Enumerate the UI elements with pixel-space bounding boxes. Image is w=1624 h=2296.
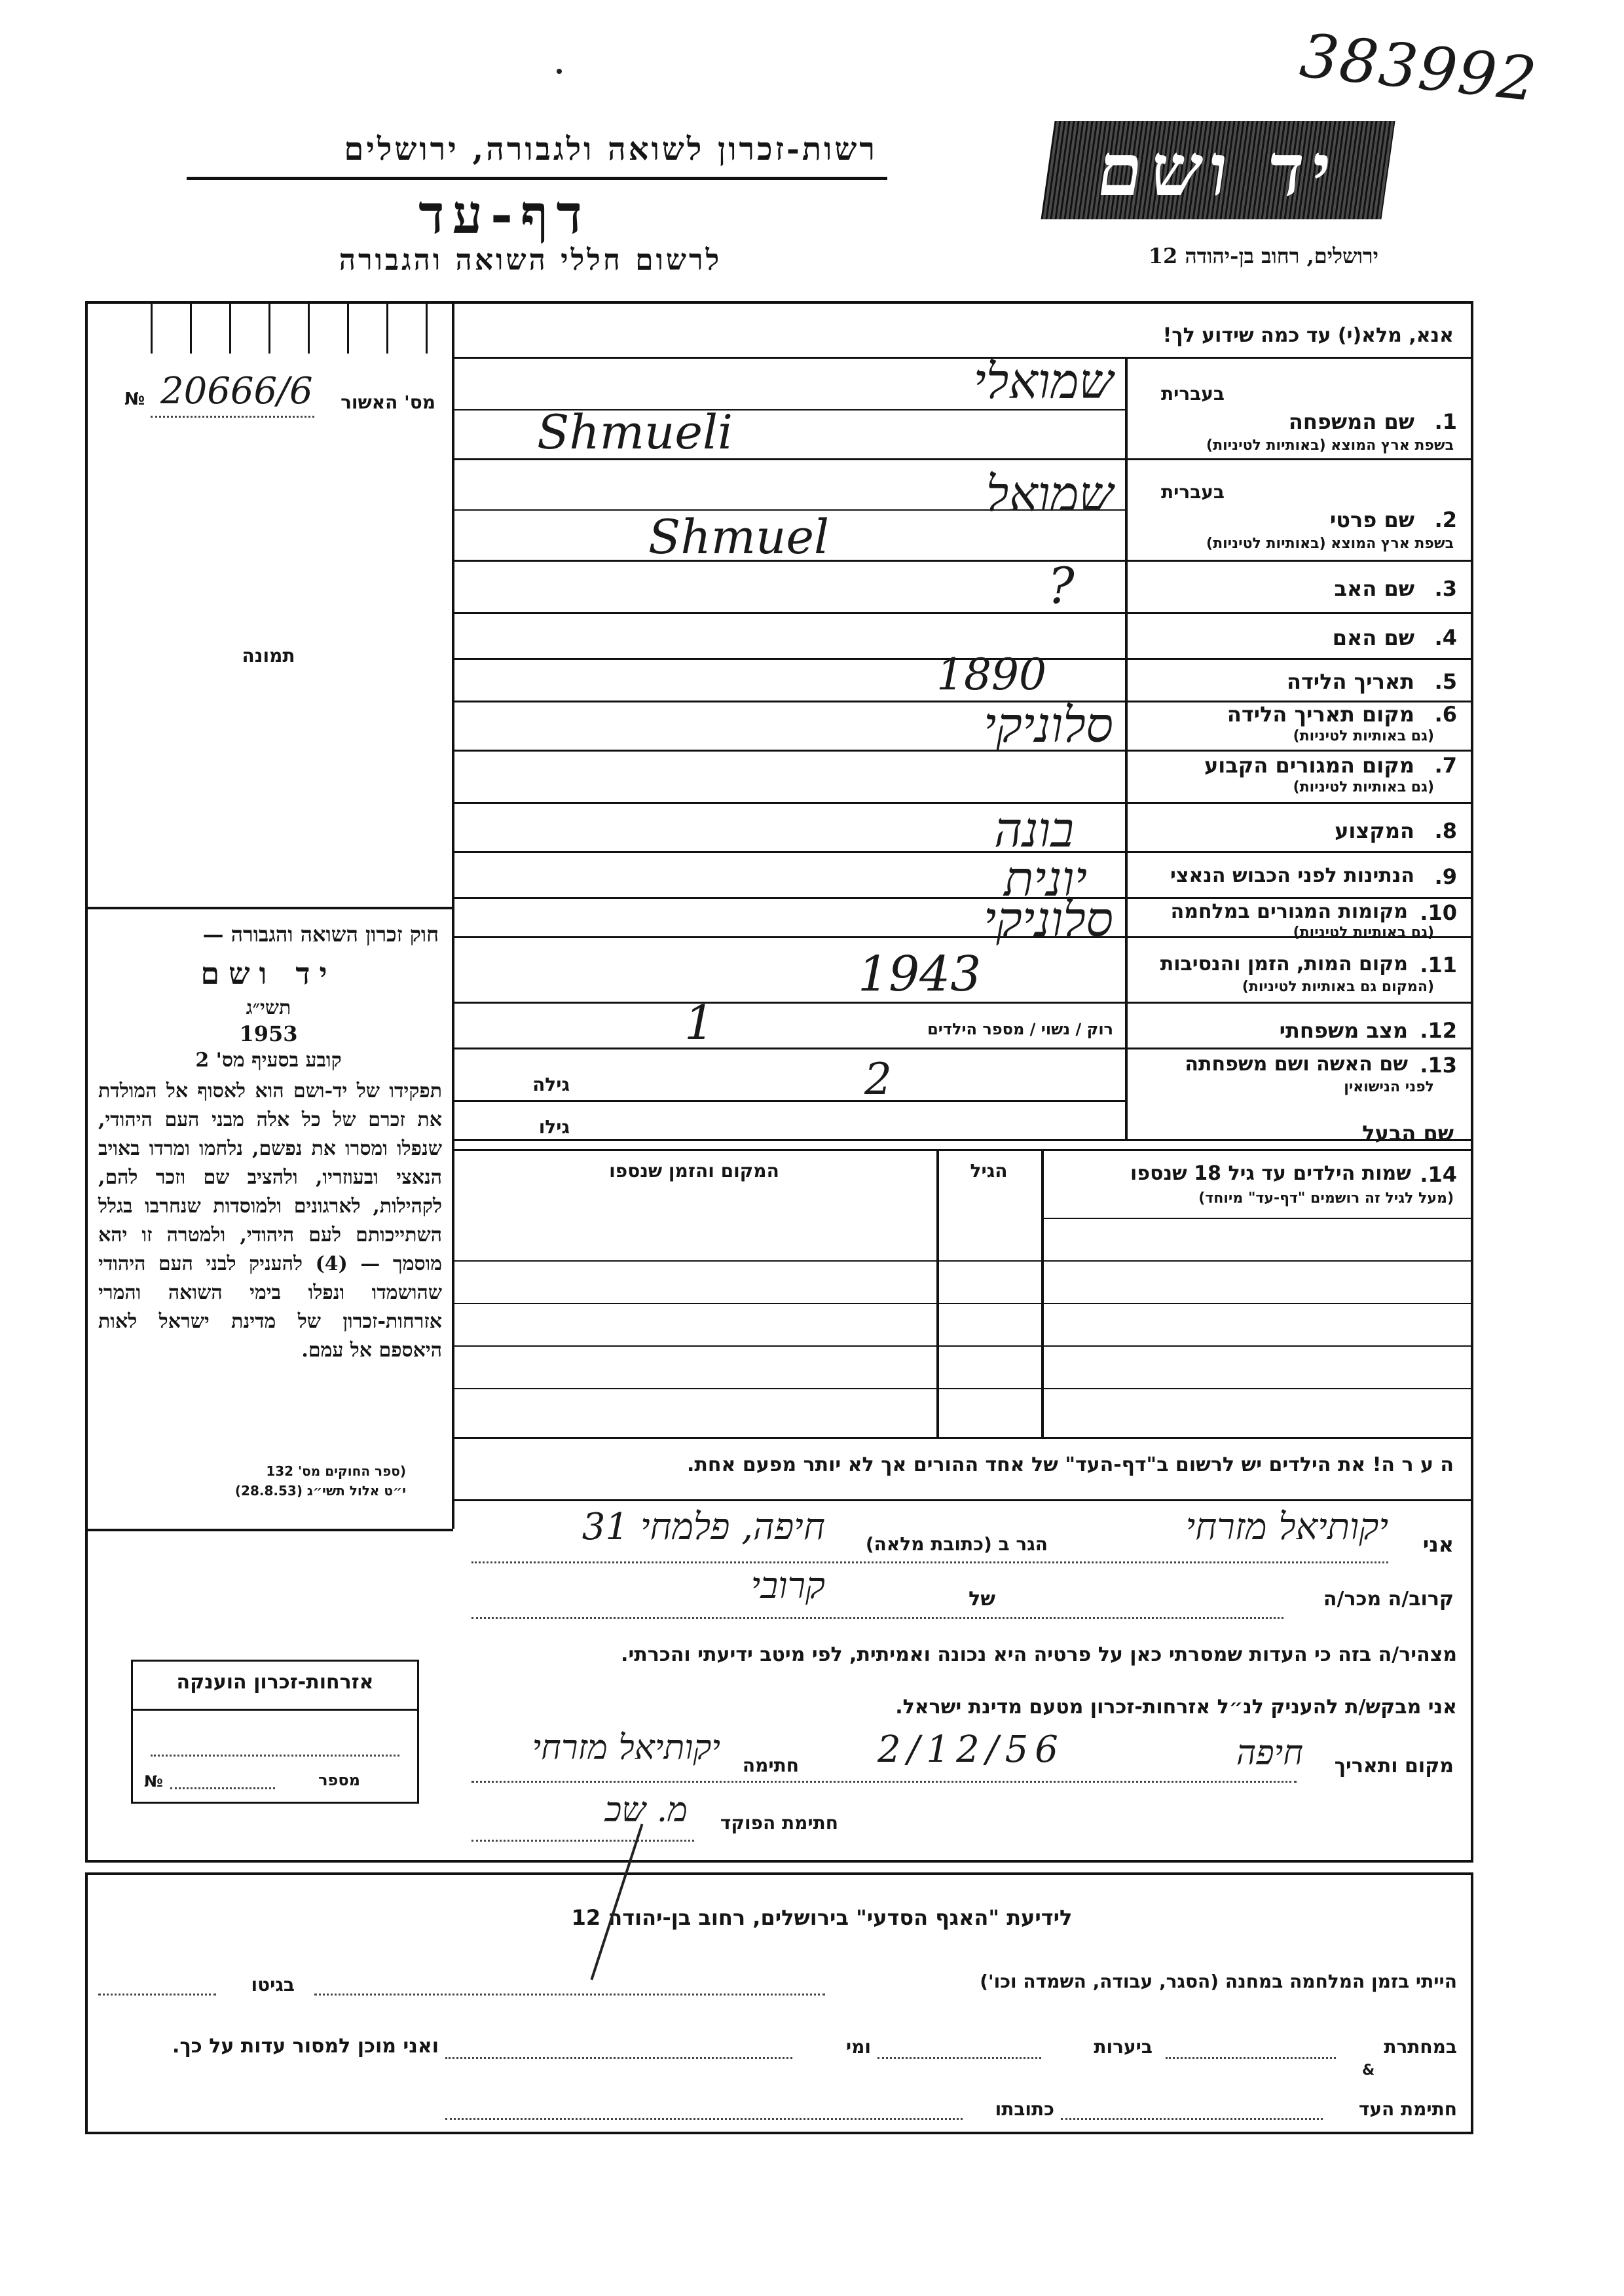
note-text: ה ע ר ה! את הילדים יש לרשום ב"דף-העד" של אחד ההורים אך לא יותר מפעם אחת. [687, 1453, 1454, 1476]
field-10-num: 10. [1420, 900, 1457, 925]
reg-prefix: № [124, 390, 145, 409]
field-6-value: סלוניקי [983, 697, 1113, 754]
field-9-label: הנתינות לפני הכבוש הנאצי [1170, 864, 1414, 887]
field-13-label: שם האשה ושם משפחתה [1185, 1053, 1408, 1076]
field-11-num: 11. [1420, 953, 1457, 977]
field-11-label: מקום המות, הזמן והנסיבות [1160, 953, 1408, 975]
decl-place-date-label: מקום ותאריך [1334, 1755, 1454, 1777]
bottom-testimony: ואני מוכן למסור עדות על כך. [172, 2035, 439, 2058]
bottom-witness-sig: חתימת העד [1358, 2098, 1457, 2120]
field-1-value-lat: Shmueli [537, 405, 733, 460]
field-13-sub: לפני הנישואין [1344, 1079, 1434, 1095]
decl-officer-value: מ. שכ [604, 1791, 688, 1830]
yad-vashem-logo [1041, 121, 1395, 219]
decl-of-label: של [969, 1588, 995, 1611]
stamp-title: אזרחות-זכרון הוענקה [176, 1671, 374, 1694]
decl-request: אני מבקש/ת להעניק לנ״ל אזרחות-זכרון מטעם מדינת ישראל. [895, 1696, 1457, 1719]
field-12-value: 1 [684, 995, 714, 1050]
law-clause: קובע בסעיף מס' 2 [195, 1049, 342, 1072]
field-2-sub: בשפת ארץ המוצא (באותיות לטיניות) [1206, 536, 1454, 552]
law-source-1: (ספר החוקים מס' 132 [266, 1463, 406, 1479]
bottom-line1: הייתי בזמן המלחמה במחנה (הסגר, עבודה, השמדה וכו') [980, 1971, 1457, 1992]
field-6-sub: (גם באותיות לטיניות) [1293, 728, 1434, 744]
field-5-label: תאריך הלידה [1286, 669, 1414, 694]
field-1-value-he: שמואלי [973, 354, 1113, 410]
stamp-number-prefix: № [144, 1772, 163, 1791]
label-col-divider [1125, 357, 1128, 1139]
field-13-age-label: גילה [532, 1074, 570, 1095]
field-2-value-lat: Shmuel [648, 509, 829, 564]
field-3-label: שם האב [1334, 576, 1414, 601]
law-name: יד ושם [200, 956, 337, 991]
decl-residing-label: הגר ב (כתובת מלאה) [865, 1533, 1048, 1555]
field-2-tag: בעברית [1160, 481, 1225, 503]
header-address: ירושלים, רחוב בן-יהודה 12 [1148, 244, 1378, 268]
field-10-value: סלוניקי [983, 892, 1113, 948]
children-sub: (מעל לגיל זה רושמים "דף-עד" מיוחד) [1198, 1190, 1454, 1207]
decl-relation-value: קרובי [750, 1565, 825, 1607]
children-num: 14. [1420, 1162, 1457, 1187]
bottom-ghetto-label: בגיטו [251, 1974, 295, 1995]
note-rule [452, 1499, 1473, 1501]
field-10-label: מקומות המגורים במלחמה [1170, 900, 1408, 923]
field-5-value: 1890 [936, 649, 1046, 700]
photo-label: תמונה [242, 645, 295, 666]
field-7-sub: (גם באותיות לטיניות) [1293, 779, 1434, 795]
law-year: 1953 [239, 1021, 298, 1046]
decl-officer-label: חתימת הפוקד [720, 1812, 838, 1834]
decl-i-label: אני [1422, 1532, 1454, 1557]
authority-line: רשות-זכרון לשואה ולגבורה, ירושלים [344, 131, 877, 168]
decl-signature-value: יקותיאל מזרחי [532, 1728, 720, 1768]
left-col-divider [452, 301, 454, 1529]
form-subtitle: לרשום חללי השואה והגבורה [339, 244, 722, 277]
field-7-label: מקום המגורים הקבוע [1204, 753, 1414, 778]
law-box-bottom [85, 1529, 453, 1531]
field-13-value: 2 [864, 1054, 892, 1104]
reg-label: מס' האשור [341, 392, 435, 413]
decl-witness-name: יקותיאל מזרחי [1185, 1506, 1388, 1548]
bottom-header: לידיעת "האגף הסדעי" בירושלים, רחוב בן-יהודה 12 [571, 1905, 1073, 1930]
decl-place-value: חיפה [1236, 1734, 1303, 1773]
field-4-num: 4. [1434, 625, 1457, 650]
field-2-label: שם פרטי [1329, 507, 1414, 532]
husband-age-label: גילו [538, 1116, 570, 1138]
law-year-hebrew: תשי״ג [246, 996, 291, 1019]
scan-speck [557, 69, 562, 74]
decl-relation-label: קרוב/ה מכר/ה [1323, 1588, 1454, 1611]
field-11-sub: (המקום גם באותיות לטיניות) [1242, 979, 1434, 995]
field-5-num: 5. [1434, 669, 1457, 694]
field-1-tag: בעברית [1160, 383, 1225, 405]
reg-number-value: 20666/6 [160, 370, 313, 412]
law-source-2: י״ט אלול תשי״ג (28.8.53) [234, 1483, 406, 1499]
law-box-top [85, 907, 453, 909]
form-intro: אנא, מלא(י) עד כמה שידוע לך! [1162, 324, 1454, 347]
children-table-top [452, 1149, 1473, 1151]
bottom-and: ומי [845, 2036, 871, 2058]
field-1-num: 1. [1434, 409, 1457, 434]
field-8-value: בונה [993, 802, 1074, 858]
bottom-mark: & [1362, 2062, 1375, 2079]
field-3-num: 3. [1434, 576, 1457, 601]
field-3-value: ? [1048, 556, 1075, 615]
field-10-sub: (גם באותיות לטיניות) [1293, 924, 1434, 941]
husband-label: שם הבעל [1362, 1121, 1454, 1146]
header-rule [187, 177, 887, 180]
archive-number: 383992 [1297, 20, 1541, 115]
field-12-num: 12. [1420, 1018, 1457, 1043]
field-9-num: 9. [1434, 864, 1457, 889]
field-11-value: 1943 [858, 946, 982, 1002]
law-text: תפקידו של יד-ושם הוא לאסוף אל המולדת את זכרם של כל אלה מבני העם היהודי, שנפלו ומסרו את נפשם, נלחמו ומרדו באויב הנאצי ובעוזריו, ולהציב שם וזכר להם, לקהילות, לארגונים ולמוסדות שנחרבו בגלל השתייכותם לעם היהודי, ולמטרה זו יהא מוסמך — (4) להעניק לבני העם היהודי שהושמדו ונפלו בימי השואה והמרי אזרחות-זכרון של מדינת ישראל לאות היאספם אל עמם. [98, 1080, 442, 1362]
children-col-place: המקום והזמן שנספו [609, 1160, 779, 1182]
field-6-label: מקום תאריך הלידה [1227, 702, 1414, 727]
field-2-value-he: שמואל [986, 466, 1113, 522]
decl-statement: מצהיר/ה בזה כי העדות שמסרתי כאן על פרטיה היא נכונה ואמיתית, לפי מיטב ידיעתי והכרתי. [621, 1643, 1457, 1666]
field-8-label: המקצוע [1335, 818, 1414, 843]
form-title: דף-עד [418, 183, 590, 246]
children-col-age: הגיל [970, 1160, 1008, 1182]
logo-text: יד ושם [1092, 128, 1344, 212]
field-1-label: שם המשפחה [1288, 409, 1414, 434]
field-1-sub: בשפת ארץ המוצא (באותיות לטיניות) [1206, 437, 1454, 454]
field-4-label: שם האם [1332, 625, 1414, 650]
children-label: שמות הילדים עד גיל 18 שנספו [1130, 1162, 1411, 1185]
field-9-value: יונית [1004, 851, 1087, 907]
decl-date-value: 2/12/56 [877, 1728, 1065, 1771]
field-12-options: רוק / נשוי / מספר הילדים [927, 1020, 1113, 1038]
field-7-num: 7. [1434, 753, 1457, 778]
bottom-forests: ביערות [1094, 2036, 1153, 2058]
field-12-label: מצב משפחתי [1279, 1018, 1408, 1043]
field-6-num: 6. [1434, 702, 1457, 727]
field-2-num: 2. [1434, 507, 1457, 532]
field-8-num: 8. [1434, 818, 1457, 843]
field-13-num: 13. [1420, 1053, 1457, 1078]
decl-signature-label: חתימה [742, 1755, 799, 1776]
law-title: חוק זכרון השואה והגבורה — [202, 922, 439, 947]
decl-address: חיפה, פלמחי 31 [581, 1506, 825, 1548]
bottom-address-label: כתובתו [995, 2098, 1054, 2120]
bottom-underground: במחתרת [1384, 2036, 1457, 2058]
stamp-number-label: מספר [318, 1771, 360, 1789]
